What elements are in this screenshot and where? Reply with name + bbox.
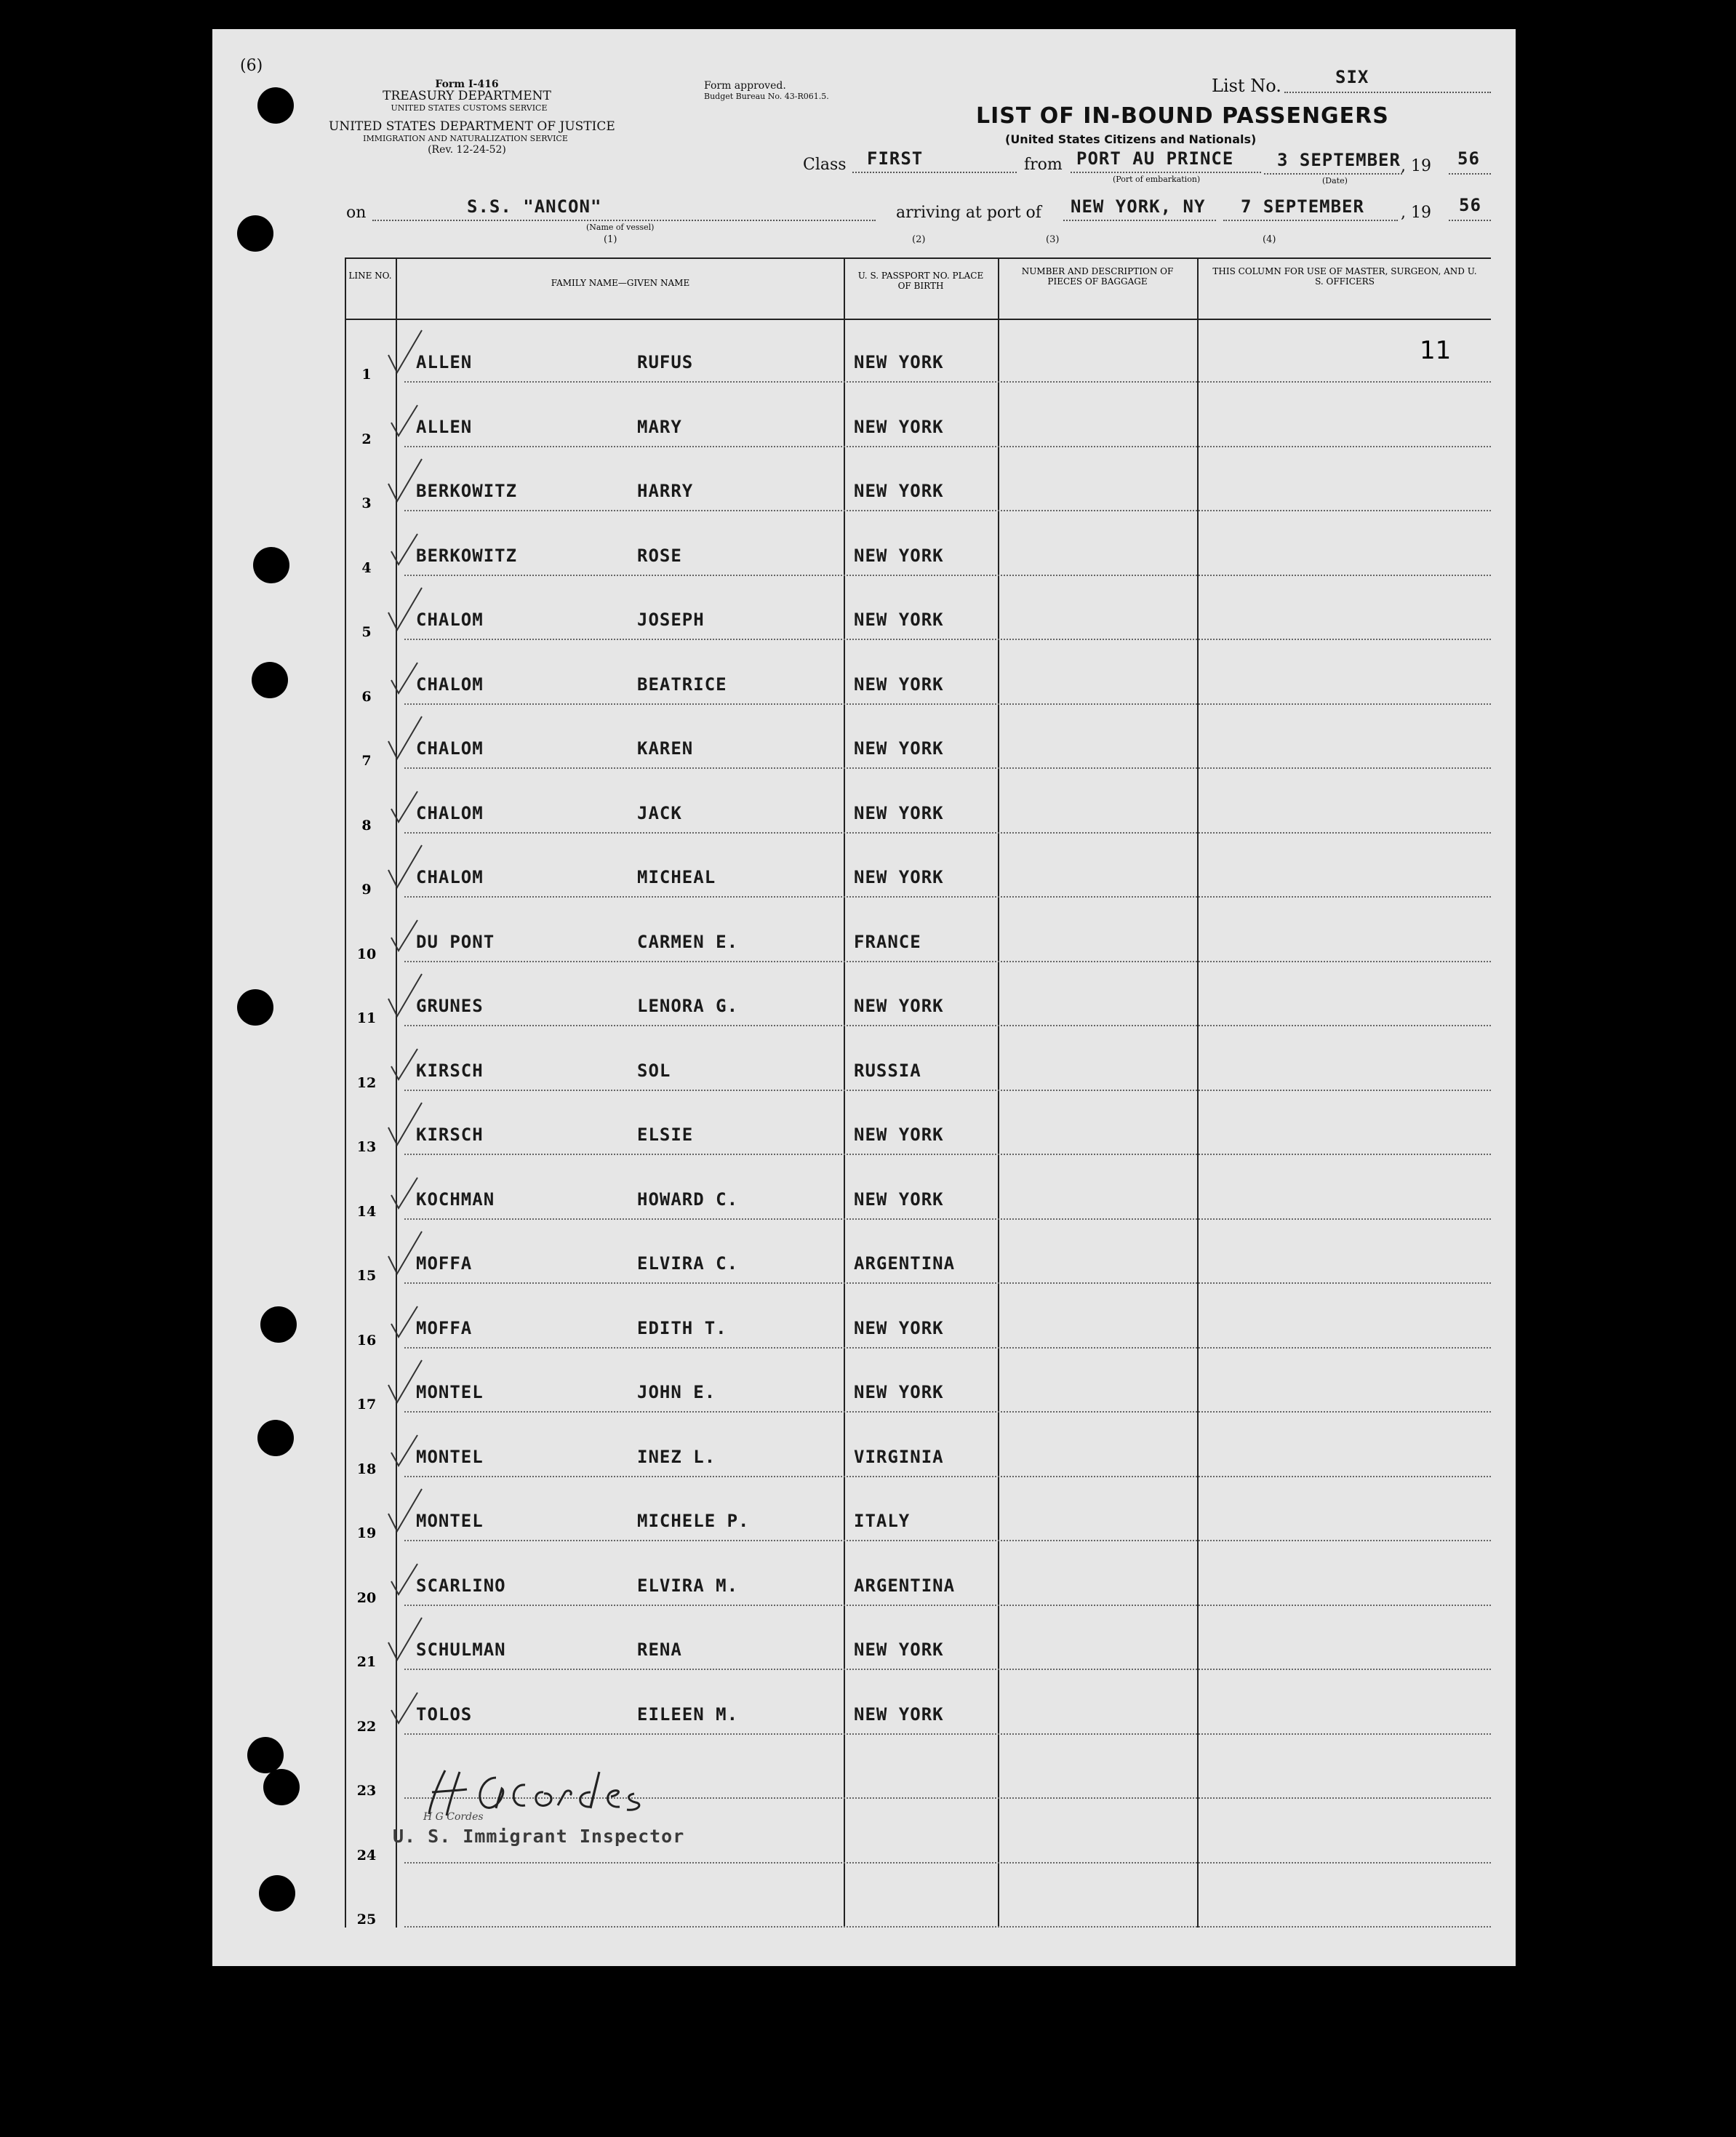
list-no-label: List No. — [1212, 76, 1281, 96]
check-mark — [381, 1163, 425, 1214]
justice-dept: UNITED STATES DEPARTMENT OF JUSTICE — [329, 119, 615, 134]
place-of-birth: RUSSIA — [854, 1060, 921, 1081]
arrival-date-line — [1223, 220, 1398, 221]
list-no-value: SIX — [1335, 67, 1369, 87]
place-of-birth: NEW YORK — [854, 1125, 944, 1146]
given-name: JOSEPH — [637, 610, 705, 631]
on-label: on — [346, 204, 367, 222]
line-number: 18 — [356, 1461, 377, 1477]
line-number: 1 — [361, 367, 372, 383]
given-name: JOHN E. — [637, 1382, 716, 1403]
check-mark — [381, 777, 425, 828]
check-mark — [381, 906, 425, 956]
line-number: 8 — [361, 817, 372, 834]
page-title: LIST OF IN-BOUND PASSENGERS — [976, 103, 1389, 129]
place-of-birth: NEW YORK — [854, 1189, 944, 1210]
treasury-dept: TREASURY DEPARTMENT — [383, 89, 551, 103]
line-number: 9 — [361, 882, 372, 898]
vessel-column-number: (1) — [604, 234, 617, 245]
line-number: 5 — [361, 624, 372, 641]
table-row — [345, 834, 1491, 898]
from-line — [1071, 172, 1261, 173]
check-mark — [381, 712, 425, 763]
form-approved: Form approved. — [704, 80, 786, 92]
place-of-birth: NEW YORK — [854, 867, 944, 888]
table-row — [345, 769, 1491, 833]
check-mark — [381, 1485, 425, 1535]
line-number: 14 — [356, 1203, 377, 1220]
given-name: MARY — [637, 416, 682, 437]
arrival-year-prefix: , 19 — [1401, 204, 1431, 222]
line-number: 4 — [361, 559, 372, 576]
family-name: ALLEN — [416, 416, 473, 437]
place-of-birth: NEW YORK — [854, 1382, 944, 1403]
check-mark — [381, 583, 425, 634]
signature-name: H G Cordes — [423, 1811, 484, 1823]
column-header-baggage: NUMBER AND DESCRIPTION OF PIECES OF BAGGAGE — [1021, 266, 1174, 287]
place-of-birth: NEW YORK — [854, 352, 944, 373]
line-number: 23 — [356, 1783, 377, 1800]
given-name: RUFUS — [637, 352, 694, 373]
given-name: MICHELE P. — [637, 1511, 750, 1532]
line-number: 6 — [361, 688, 372, 705]
departure-date: 3 SEPTEMBER — [1277, 150, 1401, 170]
given-name: RENA — [637, 1639, 682, 1661]
arrival-date: 7 SEPTEMBER — [1241, 196, 1364, 217]
table-row — [345, 1477, 1491, 1541]
family-name: MOFFA — [416, 1253, 473, 1274]
table-row — [345, 962, 1491, 1026]
line-number: 24 — [356, 1847, 377, 1864]
given-name: ELSIE — [637, 1125, 694, 1146]
given-name: ELVIRA C. — [637, 1253, 739, 1274]
form-number: Form I-416 — [435, 79, 499, 90]
year-line — [1449, 173, 1491, 175]
place-of-birth: ARGENTINA — [854, 1575, 956, 1596]
date-caption: (Date) — [1322, 176, 1348, 185]
column-number-3: (3) — [1046, 234, 1060, 245]
place-of-birth: NEW YORK — [854, 674, 944, 695]
corner-mark: (6) — [240, 57, 263, 75]
check-mark — [381, 1678, 425, 1729]
place-of-birth: NEW YORK — [854, 481, 944, 502]
line-number: 15 — [356, 1268, 377, 1285]
line-number: 7 — [361, 753, 372, 770]
punch-hole — [237, 989, 273, 1026]
family-name: DU PONT — [416, 931, 495, 952]
table-top-border — [345, 257, 1491, 259]
ins-service: IMMIGRATION AND NATURALIZATION SERVICE — [363, 134, 568, 143]
table-row — [345, 640, 1491, 704]
punch-hole — [257, 1420, 294, 1456]
family-name: BERKOWITZ — [416, 545, 518, 566]
line-number: 20 — [356, 1589, 377, 1606]
line-number: 25 — [356, 1911, 377, 1928]
family-name: GRUNES — [416, 996, 484, 1017]
check-mark — [381, 455, 425, 506]
line-number: 3 — [361, 495, 372, 512]
from-label: from — [1024, 156, 1063, 174]
punch-hole — [247, 1737, 284, 1773]
place-of-birth: ITALY — [854, 1511, 911, 1532]
place-of-birth: FRANCE — [854, 931, 921, 952]
family-name: BERKOWITZ — [416, 481, 518, 502]
column-number-2: (2) — [912, 234, 926, 245]
line-number: 21 — [356, 1654, 377, 1671]
given-name: INEZ L. — [637, 1446, 716, 1467]
row-rule — [404, 1926, 1491, 1928]
arriving-label: arriving at port of — [896, 204, 1041, 222]
given-name: SOL — [637, 1060, 671, 1081]
list-no-line — [1284, 92, 1491, 93]
from-value: PORT AU PRINCE — [1076, 148, 1234, 169]
family-name: SCHULMAN — [416, 1639, 506, 1661]
family-name: CHALOM — [416, 867, 484, 888]
line-number: 17 — [356, 1397, 377, 1413]
column-header-passport: U. S. PASSPORT NO. PLACE OF BIRTH — [857, 271, 984, 291]
table-row — [345, 898, 1491, 962]
date-line — [1264, 173, 1402, 175]
punch-hole — [260, 1306, 297, 1343]
line-number: 19 — [356, 1525, 377, 1542]
given-name: ROSE — [637, 545, 682, 566]
family-name: CHALOM — [416, 802, 484, 823]
line-number: 2 — [361, 431, 372, 447]
given-name: CARMEN E. — [637, 931, 739, 952]
place-of-birth: VIRGINIA — [854, 1446, 944, 1467]
check-mark — [381, 1613, 425, 1664]
check-mark — [381, 391, 425, 442]
given-name: LENORA G. — [637, 996, 739, 1017]
check-mark — [381, 1034, 425, 1085]
punch-hole — [252, 662, 288, 698]
place-of-birth: NEW YORK — [854, 1703, 944, 1725]
port-caption: (Port of embarkation) — [1113, 175, 1201, 184]
check-mark — [381, 970, 425, 1020]
given-name: HOWARD C. — [637, 1189, 739, 1210]
table-row — [345, 1670, 1491, 1734]
check-mark — [381, 519, 425, 570]
year-value: 56 — [1457, 148, 1480, 169]
form-revision: (Rev. 12-24-52) — [428, 144, 506, 156]
table-row — [345, 1349, 1491, 1413]
vessel-caption: (Name of vessel) — [586, 223, 655, 232]
place-of-birth: NEW YORK — [854, 802, 944, 823]
table-row — [345, 447, 1491, 511]
arrival-port: NEW YORK, NY — [1071, 196, 1206, 217]
check-mark — [381, 1292, 425, 1343]
family-name: CHALOM — [416, 674, 484, 695]
given-name: EDITH T. — [637, 1317, 727, 1338]
punch-hole — [259, 1875, 295, 1912]
table-row — [345, 383, 1491, 447]
line-number: 16 — [356, 1332, 377, 1349]
table-row — [345, 576, 1491, 640]
line-number: 10 — [356, 946, 377, 962]
family-name: KIRSCH — [416, 1125, 484, 1146]
given-name: BEATRICE — [637, 674, 727, 695]
column-header-line-no: LINE NO. — [348, 271, 392, 281]
place-of-birth: NEW YORK — [854, 996, 944, 1017]
passenger-table — [345, 257, 1491, 1928]
family-name: TOLOS — [416, 1703, 473, 1725]
given-name: ELVIRA M. — [637, 1575, 739, 1596]
table-row — [345, 1220, 1491, 1284]
arrival-year: 56 — [1459, 195, 1481, 215]
family-name: KIRSCH — [416, 1060, 484, 1081]
check-mark — [381, 1421, 425, 1471]
vessel-name: S.S. "ANCON" — [467, 196, 602, 217]
class-line — [852, 172, 1017, 173]
column-number-4: (4) — [1263, 234, 1276, 245]
given-name: MICHEAL — [637, 867, 716, 888]
document-page — [212, 29, 1516, 1966]
budget-bureau: Budget Bureau No. 43-R061.5. — [704, 92, 829, 101]
column-header-officers: THIS COLUMN FOR USE OF MASTER, SURGEON, AND U. S. OFFICERS — [1212, 266, 1477, 287]
check-mark — [381, 841, 425, 892]
punch-hole — [263, 1769, 300, 1805]
vessel-line — [372, 220, 876, 221]
family-name: MONTEL — [416, 1382, 484, 1403]
line-number: 13 — [356, 1139, 377, 1156]
table-row — [345, 1541, 1491, 1605]
check-mark — [381, 326, 425, 377]
check-mark — [381, 648, 425, 699]
table-row — [345, 705, 1491, 769]
family-name: SCARLINO — [416, 1575, 506, 1596]
family-name: MONTEL — [416, 1446, 484, 1467]
table-row — [345, 1606, 1491, 1670]
table-row — [345, 1155, 1491, 1219]
year-prefix: , 19 — [1401, 157, 1431, 175]
customs-service: UNITED STATES CUSTOMS SERVICE — [391, 103, 548, 113]
given-name: KAREN — [637, 738, 694, 759]
place-of-birth: NEW YORK — [854, 1639, 944, 1661]
page-subtitle: (United States Citizens and Nationals) — [1005, 132, 1257, 146]
class-label: Class — [803, 156, 847, 174]
line-number: 11 — [356, 1010, 377, 1027]
table-row — [345, 1091, 1491, 1155]
check-mark — [381, 1549, 425, 1600]
place-of-birth: ARGENTINA — [854, 1253, 956, 1274]
table-row — [345, 1864, 1491, 1928]
arrival-port-line — [1063, 220, 1216, 221]
family-name: CHALOM — [416, 738, 484, 759]
officer-note: 11 — [1420, 336, 1452, 366]
punch-hole — [257, 87, 294, 124]
place-of-birth: NEW YORK — [854, 416, 944, 437]
table-row — [345, 319, 1491, 383]
given-name: JACK — [637, 802, 682, 823]
table-row — [345, 1413, 1491, 1477]
family-name: MONTEL — [416, 1511, 484, 1532]
table-row — [345, 1284, 1491, 1348]
column-header-name: FAMILY NAME—GIVEN NAME — [551, 278, 690, 288]
line-number: 22 — [356, 1718, 377, 1735]
family-name: MOFFA — [416, 1317, 473, 1338]
arrival-year-line — [1449, 220, 1491, 221]
place-of-birth: NEW YORK — [854, 610, 944, 631]
punch-hole — [253, 547, 289, 583]
check-mark — [381, 1098, 425, 1149]
family-name: CHALOM — [416, 610, 484, 631]
table-row — [345, 1026, 1491, 1090]
line-number: 12 — [356, 1074, 377, 1091]
inspector-stamp: U. S. Immigrant Inspector — [393, 1826, 685, 1847]
check-mark — [381, 1227, 425, 1278]
family-name: ALLEN — [416, 352, 473, 373]
table-row — [345, 511, 1491, 575]
place-of-birth: NEW YORK — [854, 1317, 944, 1338]
family-name: KOCHMAN — [416, 1189, 495, 1210]
check-mark — [381, 1356, 425, 1407]
given-name: HARRY — [637, 481, 694, 502]
place-of-birth: NEW YORK — [854, 738, 944, 759]
class-value: FIRST — [867, 148, 924, 169]
place-of-birth: NEW YORK — [854, 545, 944, 566]
punch-hole — [237, 215, 273, 252]
given-name: EILEEN M. — [637, 1703, 739, 1725]
